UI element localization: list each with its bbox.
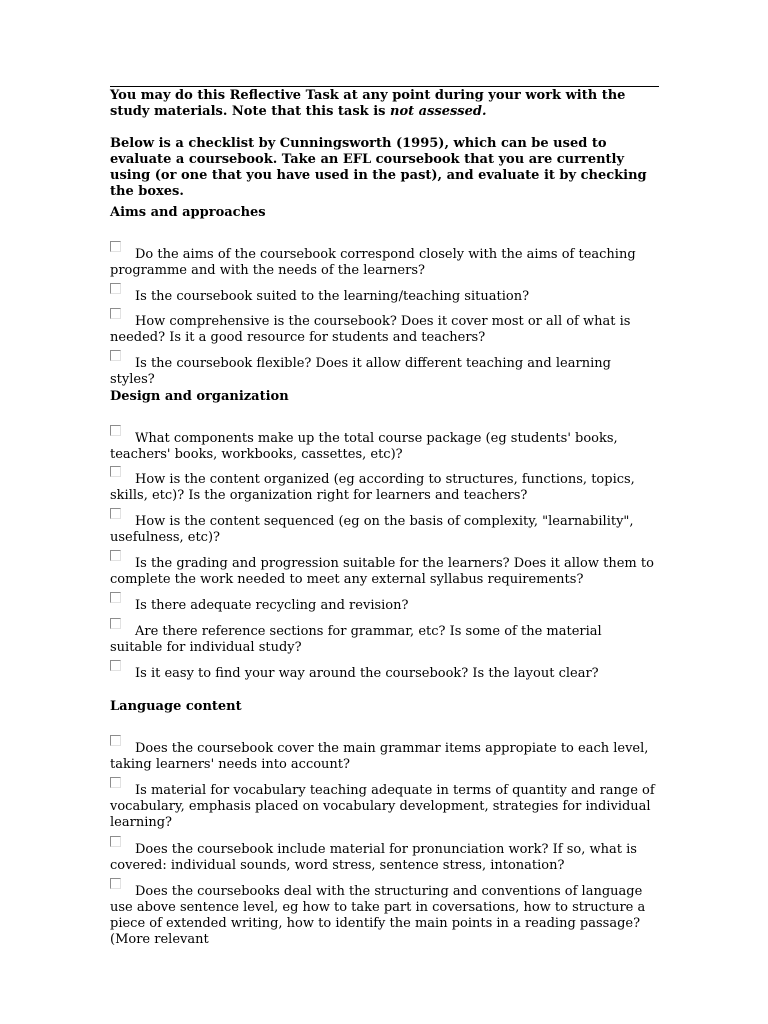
section-heading-design: Design and organization [110, 389, 289, 404]
checklist-item: Do the aims of the coursebook correspond closely with the aims of teaching programme and with the needs of the learners? [110, 247, 655, 279]
checkbox[interactable] [110, 283, 121, 294]
checklist-item: How comprehensive is the coursebook? Does it cover most or all of what is needed? Is it a good resource for students and teachers? [110, 314, 655, 346]
checkbox[interactable] [110, 425, 121, 436]
checkbox[interactable] [110, 660, 121, 671]
checkbox[interactable] [110, 618, 121, 629]
checkbox[interactable] [110, 836, 121, 847]
section-heading-language: Language content [110, 699, 242, 714]
checklist-item: How is the content organized (eg according to structures, functions, topics, skills, etc)? Is the organization right for learners and teachers? [110, 472, 655, 504]
checkbox[interactable] [110, 777, 121, 788]
checklist-item: Is it easy to find your way around the coursebook? Is the layout clear? [110, 666, 655, 682]
checkbox[interactable] [110, 550, 121, 561]
checklist-item: Does the coursebook cover the main grammar items appropiate to each level, taking learners' needs into account? [110, 741, 655, 773]
checklist-item: Is material for vocabulary teaching adequate in terms of quantity and range of vocabulary, emphasis placed on vocabulary development, strategies for individual learning? [110, 783, 655, 831]
checkbox[interactable] [110, 508, 121, 519]
checklist-item: Are there reference sections for grammar, etc? Is some of the material suitable for individual study? [110, 624, 655, 656]
checklist-item: Does the coursebook include material for pronunciation work? If so, what is covered: individual sounds, word stress, sentence stress, intonation? [110, 842, 655, 874]
checkbox[interactable] [110, 466, 121, 477]
checkbox[interactable] [110, 735, 121, 746]
checkbox[interactable] [110, 241, 121, 252]
checklist-item: How is the content sequenced (eg on the basis of complexity, "learnability", usefulness, etc)? [110, 514, 655, 546]
intro-block [110, 88, 666, 200]
intro-text-1: You may do this Reflective Task at any point during your work with the study materials. Note that this task is [110, 88, 626, 119]
checklist-item: Is the coursebook suited to the learning/teaching situation? [110, 289, 655, 305]
checkbox[interactable] [110, 592, 121, 603]
checklist-item: Is there adequate recycling and revision? [110, 598, 655, 614]
section-heading-aims: Aims and approaches [110, 205, 266, 220]
checklist-item: What components make up the total course package (eg students' books, teachers' books, workbooks, cassettes, etc)? [110, 431, 655, 463]
checkbox[interactable] [110, 878, 121, 889]
intro-paragraph-2: Below is a checklist by Cunningsworth (1995), which can be used to evaluate a coursebook. Take an EFL coursebook that you are currently using (or one that you have used in the past), and evaluate it by checking the boxes. [110, 136, 647, 199]
top-rule [110, 86, 659, 87]
checkbox[interactable] [110, 308, 121, 319]
not-assessed-emphasis: not assessed. [390, 104, 487, 119]
checklist-item: Is the coursebook flexible? Does it allow different teaching and learning styles? [110, 356, 655, 388]
intro-paragraph-1 [110, 88, 666, 120]
checklist-item: Does the coursebooks deal with the structuring and conventions of language use above sentence level, eg how to take part in coversations, how to structure a piece of extended writing, how to identify the main points in a reading passage? (More relevant [110, 884, 655, 948]
checkbox[interactable] [110, 350, 121, 361]
checklist-item: Is the grading and progression suitable for the learners? Does it allow them to complete the work needed to meet any external syllabus requirements? [110, 556, 655, 588]
